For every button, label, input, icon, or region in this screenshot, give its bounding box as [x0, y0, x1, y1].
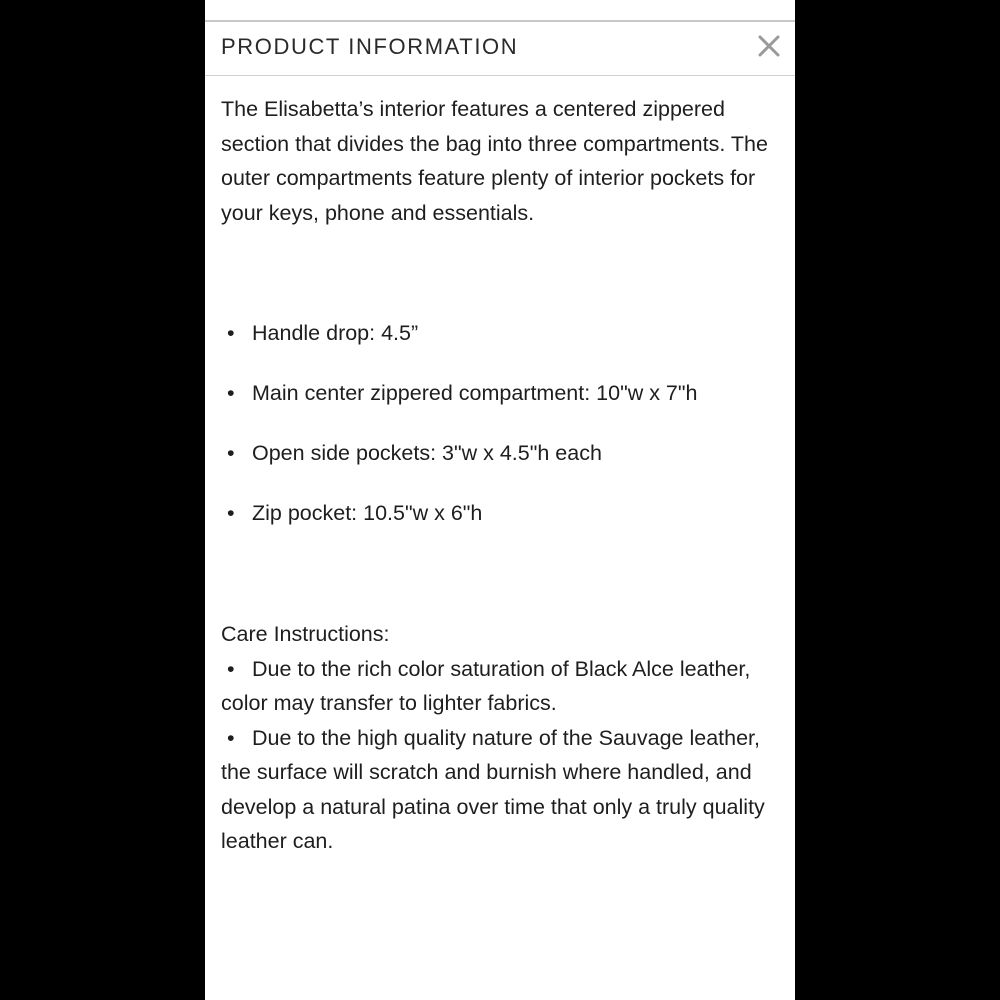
close-button[interactable]: [755, 32, 783, 60]
spec-text: Handle drop: 4.5”: [252, 321, 419, 345]
spec-text: Open side pockets: 3"w x 4.5"h each: [252, 441, 602, 465]
list-item: [221, 316, 777, 351]
bullet: •: [227, 441, 235, 465]
specs-list: [221, 316, 777, 531]
care-text: Due to the rich color saturation of Black Alce leather, color may transfer to lighter fabrics.: [221, 656, 751, 715]
modal-top-edge: [205, 0, 795, 22]
bullet: •: [227, 656, 235, 681]
spec-text: Main center zippered compartment: 10"w x 7"h: [252, 381, 698, 405]
list-item: [221, 496, 777, 531]
bullet: •: [227, 321, 235, 345]
list-item: [221, 436, 777, 471]
care-item: [221, 652, 777, 721]
modal-content: [221, 92, 777, 859]
care-item: [221, 721, 777, 859]
modal-title: PRODUCT INFORMATION: [221, 34, 519, 59]
close-icon: [755, 32, 783, 60]
product-description: The Elisabetta’s interior features a centered zippered section that divides the bag into three compartments. The outer compartments feature plenty of interior pockets for your keys, phone and essentials.: [221, 97, 768, 225]
bullet: •: [227, 381, 235, 405]
care-instructions-heading: Care Instructions:: [221, 622, 390, 646]
bullet: •: [227, 725, 235, 750]
product-info-modal: [205, 0, 795, 1000]
bullet: •: [227, 501, 235, 525]
care-text: Due to the high quality nature of the Sauvage leather, the surface will scratch and burnish where handled, and develop a natural patina over time that only a truly quality leather can.: [221, 725, 765, 853]
list-item: [221, 376, 777, 411]
modal-header: [205, 22, 795, 76]
spec-text: Zip pocket: 10.5"w x 6"h: [252, 501, 483, 525]
